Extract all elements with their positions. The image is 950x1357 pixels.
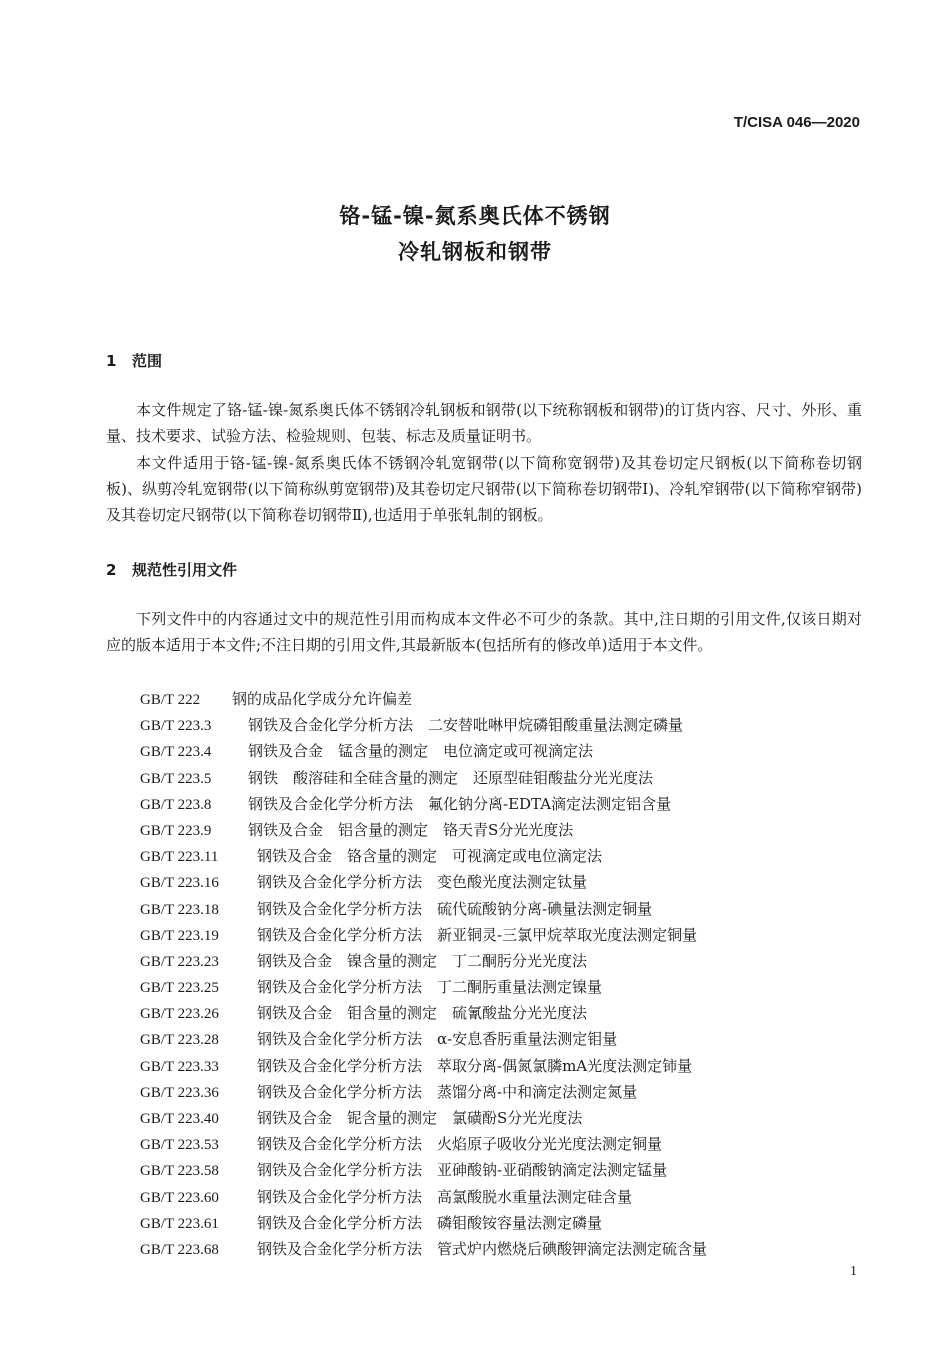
reference-item: GB/T 223.5 钢铁 酸溶硅和全硅含量的测定 还原型硅钼酸盐分光光度法 bbox=[140, 768, 654, 787]
reference-list bbox=[140, 686, 707, 1262]
section-2-number: 2 bbox=[106, 561, 117, 579]
reference-item: GB/T 222 钢的成品化学成分允许偏差 bbox=[140, 690, 413, 708]
document-title-line2: 冷轧钢板和钢带 bbox=[398, 240, 552, 264]
reference-item: GB/T 223.23 钢铁及合金 镍含量的测定 丁二酮肟分光光度法 bbox=[140, 951, 588, 970]
document-title-line1: 铬-锰-镍-氮系奥氏体不锈钢 bbox=[339, 204, 611, 228]
section-2-title: 规范性引用文件 bbox=[132, 561, 238, 579]
scope-paragraph-2: 本文件适用于铬-锰-镍-氮系奥氏体不锈钢冷轧宽钢带(以下简称宽钢带)及其卷切定尺钢板(以下简称卷切钢板)、纵剪冷轧宽钢带(以下简称纵剪宽钢带)及其卷切定尺钢带(以下简称卷切钢带Ⅰ)、冷轧窄钢带(以下简称窄钢带)及其卷切定尺钢带(以下简称卷切钢带Ⅱ),也适用于单张轧制的钢板。 bbox=[106, 454, 862, 524]
reference-item: GB/T 223.36 钢铁及合金化学分析方法 蒸馏分离-中和滴定法测定氮量 bbox=[140, 1082, 638, 1101]
reference-item: GB/T 223.4 钢铁及合金 锰含量的测定 电位滴定或可视滴定法 bbox=[140, 742, 594, 761]
reference-item: GB/T 223.40 钢铁及合金 铌含量的测定 氯磺酚S分光光度法 bbox=[140, 1109, 583, 1127]
section-1-heading bbox=[106, 350, 162, 371]
reference-item: GB/T 223.68 钢铁及合金化学分析方法 管式炉内燃烧后碘酸钾滴定法测定硫含量 bbox=[140, 1239, 708, 1258]
reference-item: GB/T 223.18 钢铁及合金化学分析方法 硫代硫酸钠分离-碘量法测定铜量 bbox=[140, 899, 653, 918]
section-1-title: 范围 bbox=[132, 352, 163, 370]
scope-paragraph-1: 本文件规定了铬-锰-镍-氮系奥氏体不锈钢冷轧钢板和钢带(以下统称钢板和钢带)的订货内容、尺寸、外形、重量、技术要求、试验方法、检验规则、包装、标志及质量证明书。 bbox=[106, 401, 862, 445]
reference-item: GB/T 223.25 钢铁及合金化学分析方法 丁二酮肟重量法测定镍量 bbox=[140, 978, 603, 997]
reference-item: GB/T 223.16 钢铁及合金化学分析方法 变色酸光度法测定钛量 bbox=[140, 873, 588, 892]
reference-item: GB/T 223.28 钢铁及合金化学分析方法 α-安息香肟重量法测定钼量 bbox=[140, 1030, 618, 1049]
section-2-heading bbox=[106, 559, 237, 580]
reference-item: GB/T 223.58 钢铁及合金化学分析方法 亚砷酸钠-亚硝酸钠滴定法测定锰量 bbox=[140, 1161, 668, 1180]
reference-item: GB/T 223.53 钢铁及合金化学分析方法 火焰原子吸收分光光度法测定铜量 bbox=[140, 1135, 663, 1154]
references-intro: 下列文件中的内容通过文中的规范性引用而构成本文件必不可少的条款。其中,注日期的引用文件,仅该日期对应的版本适用于本文件;不注日期的引用文件,其最新版本(包括所有的修改单)适用于本文件。 bbox=[106, 610, 862, 654]
reference-item: GB/T 223.11 钢铁及合金 铬含量的测定 可视滴定或电位滴定法 bbox=[140, 847, 603, 866]
reference-item: GB/T 223.3 钢铁及合金化学分析方法 二安替吡啉甲烷磷钼酸重量法测定磷量 bbox=[140, 716, 684, 735]
page-number: 1 bbox=[850, 1264, 857, 1279]
reference-item: GB/T 223.26 钢铁及合金 钼含量的测定 硫氰酸盐分光光度法 bbox=[140, 1004, 588, 1023]
standard-code: T/CISA 046—2020 bbox=[733, 114, 860, 131]
reference-item: GB/T 223.19 钢铁及合金化学分析方法 新亚铜灵-三氯甲烷萃取光度法测定铜量 bbox=[140, 925, 698, 944]
reference-item: GB/T 223.9 钢铁及合金 铝含量的测定 铬天青S分光光度法 bbox=[140, 820, 574, 839]
reference-item: GB/T 223.8 钢铁及合金化学分析方法 氟化钠分离-EDTA滴定法测定铝含量 bbox=[140, 794, 672, 813]
section-1-number: 1 bbox=[106, 352, 117, 370]
reference-item: GB/T 223.61 钢铁及合金化学分析方法 磷钼酸铵容量法测定磷量 bbox=[140, 1213, 603, 1232]
reference-item: GB/T 223.33 钢铁及合金化学分析方法 萃取分离-偶氮氯膦mA光度法测定铈量 bbox=[140, 1056, 693, 1075]
reference-item: GB/T 223.60 钢铁及合金化学分析方法 高氯酸脱水重量法测定硅含量 bbox=[140, 1187, 633, 1206]
